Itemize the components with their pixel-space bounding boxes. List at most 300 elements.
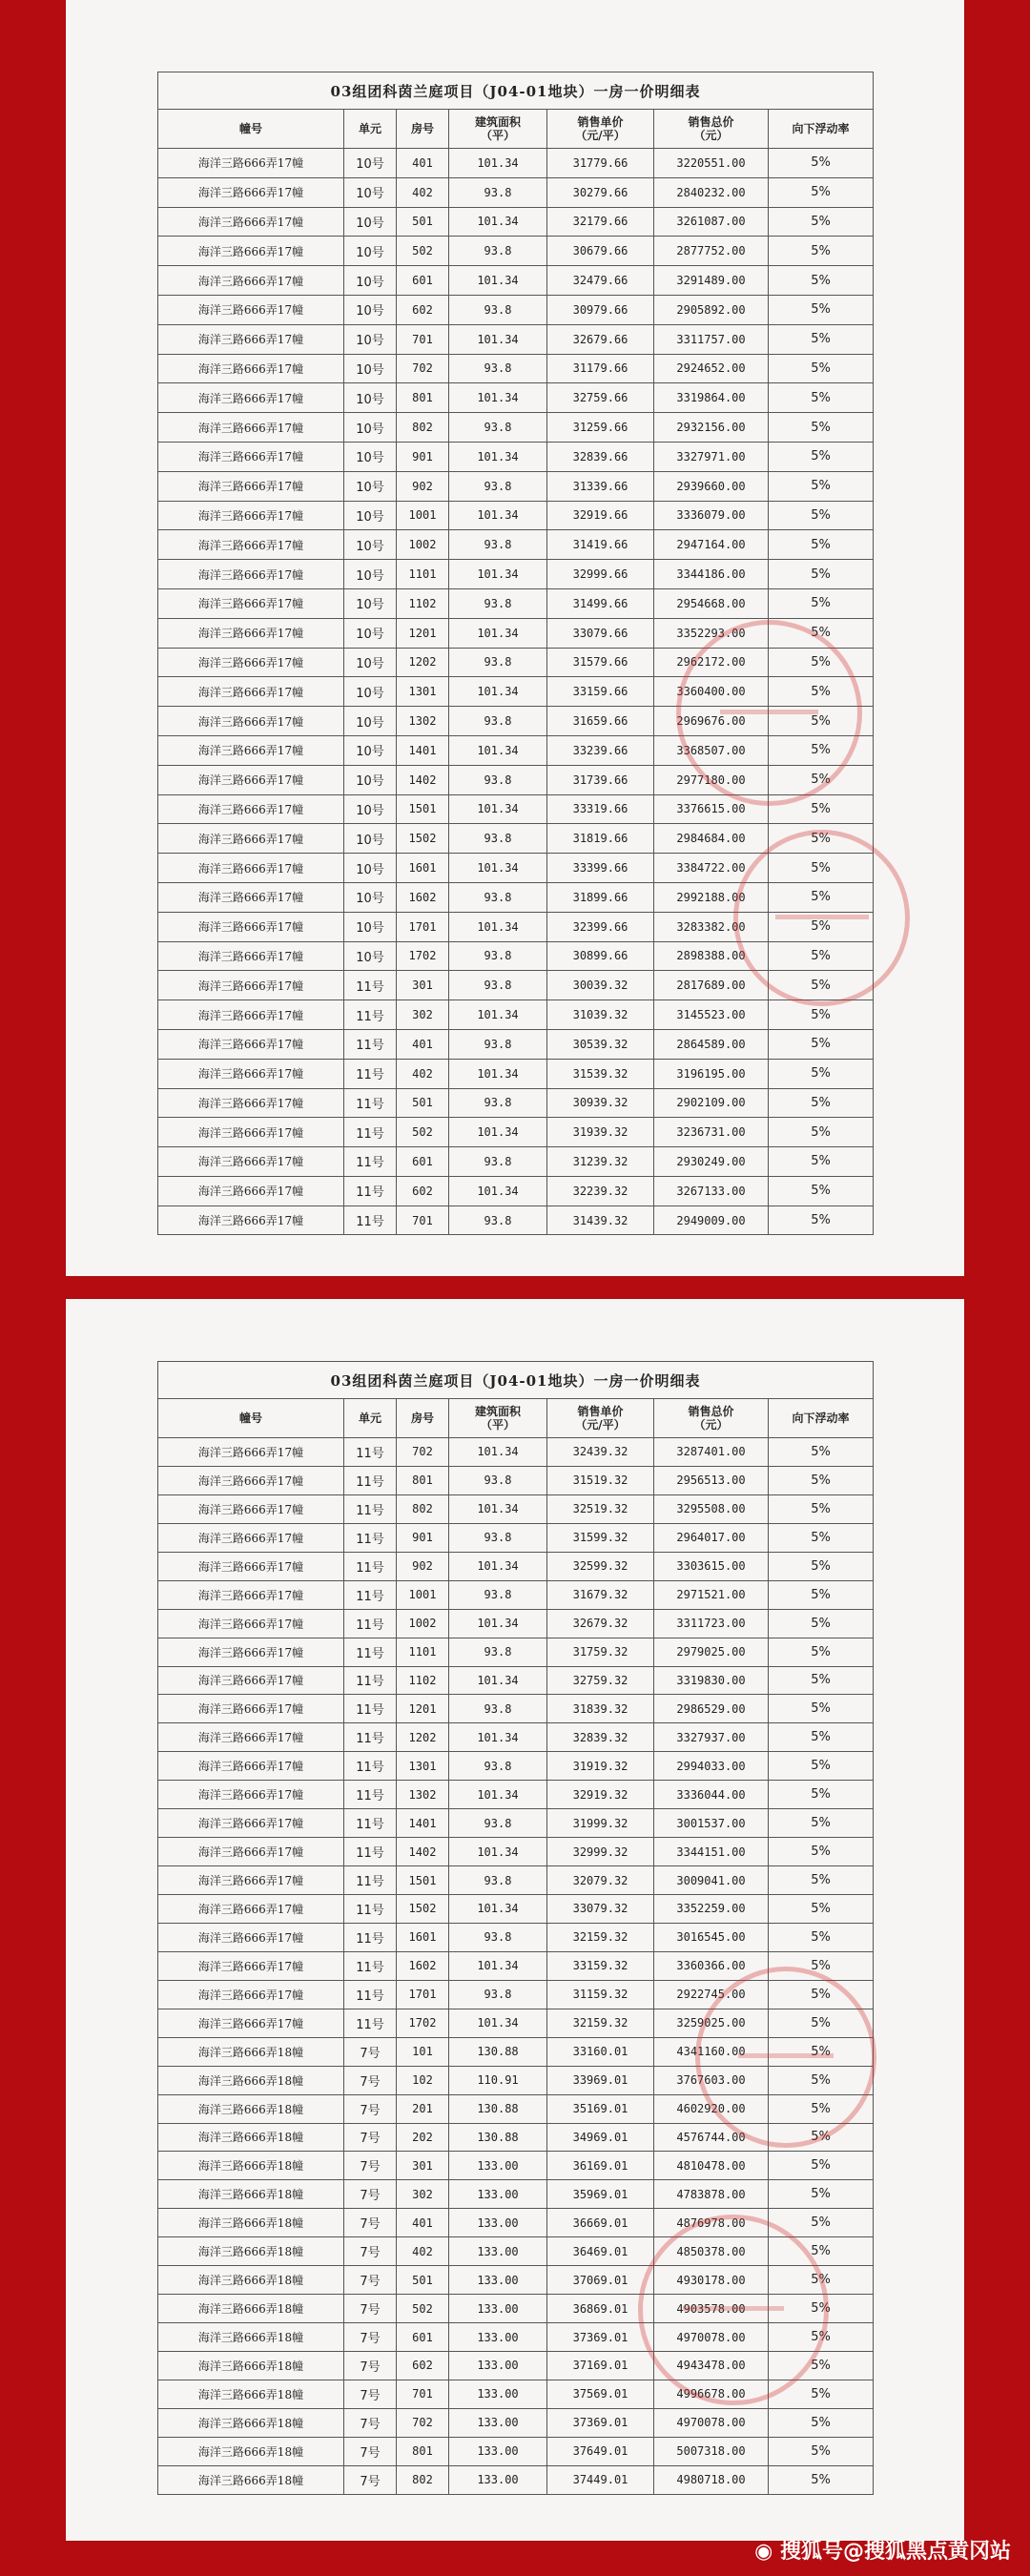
cell-unit: 10号: [344, 941, 397, 971]
cell-room: 1401: [397, 1809, 449, 1838]
cell-building: 海洋三路666弄17幢: [158, 1552, 344, 1580]
cell-area: 101.34: [449, 1951, 547, 1980]
cell-building: 海洋三路666弄17幢: [158, 912, 344, 941]
cell-unit-price: 30899.66: [547, 941, 654, 971]
cell-area: 93.8: [449, 177, 547, 207]
cell-area: 101.34: [449, 1059, 547, 1088]
cell-total-price: 4876978.00: [654, 2209, 769, 2237]
cell-total-price: 3360400.00: [654, 677, 769, 707]
cell-float-rate: 5%: [769, 1951, 874, 1980]
col-header-unit: 单元: [344, 1399, 397, 1438]
cell-area: 101.34: [449, 912, 547, 941]
cell-building: 海洋三路666弄18幢: [158, 2408, 344, 2437]
cell-unit-price: 32159.32: [547, 1923, 654, 1951]
cell-area: 93.8: [449, 1695, 547, 1723]
cell-total-price: 3767603.00: [654, 2066, 769, 2094]
table-row: [158, 2266, 874, 2295]
cell-float-rate: 5%: [769, 854, 874, 883]
cell-room: 401: [397, 149, 449, 178]
cell-unit-price: 31819.66: [547, 824, 654, 854]
cell-total-price: 2986529.00: [654, 1695, 769, 1723]
cell-total-price: 2864589.00: [654, 1029, 769, 1059]
cell-building: 海洋三路666弄17幢: [158, 854, 344, 883]
cell-unit: 10号: [344, 648, 397, 677]
cell-unit: 10号: [344, 794, 397, 824]
cell-float-rate: 5%: [769, 971, 874, 1000]
cell-room: 1202: [397, 648, 449, 677]
cell-float-rate: 5%: [769, 1752, 874, 1781]
cell-unit-price: 32599.32: [547, 1552, 654, 1580]
cell-total-price: 3009041.00: [654, 1866, 769, 1895]
cell-building: 海洋三路666弄17幢: [158, 560, 344, 589]
cell-total-price: 2932156.00: [654, 413, 769, 443]
cell-area: 93.8: [449, 1638, 547, 1666]
table-row: [158, 1059, 874, 1088]
cell-total-price: 4576744.00: [654, 2123, 769, 2152]
watermark-text: 搜狐号@搜狐黑点黄冈站: [779, 2540, 1011, 2564]
cell-float-rate: 5%: [769, 1000, 874, 1030]
col-header-total-price: 销售总价 （元）: [654, 1399, 769, 1438]
cell-building: 海洋三路666弄17幢: [158, 1951, 344, 1980]
cell-room: 801: [397, 1466, 449, 1494]
cell-unit: 11号: [344, 1866, 397, 1895]
price-list-page-1: [66, 0, 964, 1276]
cell-building: 海洋三路666弄17幢: [158, 735, 344, 765]
cell-unit-price: 31779.66: [547, 149, 654, 178]
cell-total-price: 2969676.00: [654, 707, 769, 736]
cell-float-rate: 5%: [769, 1666, 874, 1695]
cell-building: 海洋三路666弄17幢: [158, 177, 344, 207]
cell-float-rate: 5%: [769, 2237, 874, 2266]
cell-area: 133.00: [449, 2380, 547, 2408]
cell-total-price: 2947164.00: [654, 530, 769, 560]
cell-unit: 11号: [344, 1638, 397, 1666]
cell-unit-price: 31839.32: [547, 1695, 654, 1723]
col-header-building: 幢号: [158, 110, 344, 149]
cell-float-rate: 5%: [769, 177, 874, 207]
table-row: [158, 383, 874, 413]
cell-area: 101.34: [449, 149, 547, 178]
cell-float-rate: 5%: [769, 149, 874, 178]
cell-unit: 11号: [344, 1895, 397, 1924]
cell-building: 海洋三路666弄18幢: [158, 2066, 344, 2094]
cell-area: 130.88: [449, 2037, 547, 2066]
cell-unit-price: 37369.01: [547, 2408, 654, 2437]
table-row: [158, 941, 874, 971]
cell-area: 101.34: [449, 1176, 547, 1206]
cell-unit: 10号: [344, 677, 397, 707]
cell-room: 502: [397, 2295, 449, 2323]
table-row: [158, 2352, 874, 2380]
table-row: [158, 1609, 874, 1638]
cell-area: 93.8: [449, 882, 547, 912]
table-row: [158, 295, 874, 324]
cell-float-rate: 5%: [769, 1206, 874, 1235]
table-row: [158, 707, 874, 736]
cell-building: 海洋三路666弄17幢: [158, 1059, 344, 1088]
cell-unit-price: 33239.66: [547, 735, 654, 765]
cell-building: 海洋三路666弄17幢: [158, 354, 344, 383]
table-row: [158, 237, 874, 266]
cell-area: 130.88: [449, 2123, 547, 2152]
table-row: [158, 1866, 874, 1895]
cell-room: 602: [397, 2352, 449, 2380]
cell-float-rate: 5%: [769, 912, 874, 941]
cell-room: 802: [397, 2465, 449, 2494]
cell-unit-price: 36669.01: [547, 2209, 654, 2237]
cell-float-rate: 5%: [769, 1029, 874, 1059]
cell-unit-price: 33319.66: [547, 794, 654, 824]
cell-room: 901: [397, 442, 449, 471]
cell-area: 93.8: [449, 354, 547, 383]
cell-building: 海洋三路666弄17幢: [158, 149, 344, 178]
cell-area: 93.8: [449, 648, 547, 677]
cell-total-price: 2992188.00: [654, 882, 769, 912]
cell-room: 1501: [397, 1866, 449, 1895]
cell-building: 海洋三路666弄17幢: [158, 383, 344, 413]
cell-float-rate: 5%: [769, 765, 874, 794]
cell-unit-price: 32399.66: [547, 912, 654, 941]
cell-unit: 11号: [344, 1000, 397, 1030]
cell-area: 93.8: [449, 530, 547, 560]
cell-total-price: 4980718.00: [654, 2465, 769, 2494]
col-header-float-rate: 向下浮动率: [769, 110, 874, 149]
cell-unit-price: 31179.66: [547, 354, 654, 383]
cell-building: 海洋三路666弄17幢: [158, 1609, 344, 1638]
cell-building: 海洋三路666弄18幢: [158, 2323, 344, 2352]
cell-float-rate: 5%: [769, 383, 874, 413]
cell-area: 101.34: [449, 560, 547, 589]
cell-float-rate: 5%: [769, 1580, 874, 1609]
cell-building: 海洋三路666弄17幢: [158, 471, 344, 501]
cell-total-price: 2984684.00: [654, 824, 769, 854]
cell-total-price: 4903578.00: [654, 2295, 769, 2323]
cell-unit-price: 30279.66: [547, 177, 654, 207]
cell-room: 1702: [397, 941, 449, 971]
cell-room: 1102: [397, 588, 449, 618]
cell-building: 海洋三路666弄17幢: [158, 1923, 344, 1951]
cell-area: 130.88: [449, 2094, 547, 2123]
table-row: [158, 354, 874, 383]
cell-unit: 7号: [344, 2465, 397, 2494]
cell-unit-price: 32679.66: [547, 324, 654, 354]
cell-building: 海洋三路666弄18幢: [158, 2437, 344, 2465]
table-row: [158, 266, 874, 296]
table-row: [158, 1580, 874, 1609]
cell-room: 1502: [397, 824, 449, 854]
table-row: [158, 2180, 874, 2209]
cell-building: 海洋三路666弄17幢: [158, 1638, 344, 1666]
cell-area: 93.8: [449, 588, 547, 618]
cell-float-rate: 5%: [769, 413, 874, 443]
cell-total-price: 2922745.00: [654, 1980, 769, 2009]
cell-total-price: 3295508.00: [654, 1494, 769, 1523]
col-header-room: 房号: [397, 1399, 449, 1438]
cell-building: 海洋三路666弄17幢: [158, 618, 344, 648]
cell-area: 101.34: [449, 1723, 547, 1752]
cell-unit: 10号: [344, 324, 397, 354]
table-row: [158, 501, 874, 530]
cell-room: 402: [397, 2237, 449, 2266]
cell-area: 93.8: [449, 1206, 547, 1235]
cell-unit-price: 31899.66: [547, 882, 654, 912]
cell-float-rate: 5%: [769, 2180, 874, 2209]
cell-float-rate: 5%: [769, 1638, 874, 1666]
cell-unit: 11号: [344, 1580, 397, 1609]
cell-unit: 11号: [344, 1147, 397, 1177]
cell-building: 海洋三路666弄17幢: [158, 1980, 344, 2009]
cell-float-rate: 5%: [769, 2209, 874, 2237]
cell-float-rate: 5%: [769, 354, 874, 383]
cell-area: 101.34: [449, 442, 547, 471]
cell-room: 202: [397, 2123, 449, 2152]
cell-total-price: 4810478.00: [654, 2152, 769, 2180]
cell-total-price: 3319864.00: [654, 383, 769, 413]
cell-float-rate: 5%: [769, 1923, 874, 1951]
cell-room: 701: [397, 324, 449, 354]
cell-total-price: 3283382.00: [654, 912, 769, 941]
cell-unit: 11号: [344, 1466, 397, 1494]
cell-area: 101.34: [449, 1118, 547, 1147]
table-row: [158, 1523, 874, 1552]
cell-unit-price: 32239.32: [547, 1176, 654, 1206]
cell-building: 海洋三路666弄17幢: [158, 1118, 344, 1147]
cell-float-rate: 5%: [769, 2437, 874, 2465]
cell-float-rate: 5%: [769, 707, 874, 736]
table-row: [158, 854, 874, 883]
cell-unit-price: 33969.01: [547, 2066, 654, 2094]
cell-area: 133.00: [449, 2295, 547, 2323]
cell-area: 133.00: [449, 2437, 547, 2465]
table-row: [158, 2037, 874, 2066]
cell-unit-price: 33079.32: [547, 1895, 654, 1924]
cell-unit-price: 30939.32: [547, 1088, 654, 1118]
table-row: [158, 2237, 874, 2266]
cell-unit: 10号: [344, 824, 397, 854]
cell-area: 93.8: [449, 1466, 547, 1494]
table-row: [158, 1466, 874, 1494]
table-row: [158, 677, 874, 707]
cell-unit: 11号: [344, 1118, 397, 1147]
cell-room: 1601: [397, 854, 449, 883]
table-row: [158, 2009, 874, 2037]
cell-area: 93.8: [449, 237, 547, 266]
col-header-area: 建筑面积 （平）: [449, 1399, 547, 1438]
table-row: [158, 2380, 874, 2408]
cell-room: 702: [397, 2408, 449, 2437]
cell-room: 1002: [397, 1609, 449, 1638]
cell-total-price: 3267133.00: [654, 1176, 769, 1206]
cell-building: 海洋三路666弄18幢: [158, 2380, 344, 2408]
cell-area: 93.8: [449, 1147, 547, 1177]
table-row: [158, 1438, 874, 1467]
cell-unit-price: 31419.66: [547, 530, 654, 560]
table-row: [158, 618, 874, 648]
cell-room: 1001: [397, 501, 449, 530]
cell-building: 海洋三路666弄17幢: [158, 2009, 344, 2037]
cell-unit: 10号: [344, 501, 397, 530]
cell-unit: 11号: [344, 1438, 397, 1467]
cell-unit: 11号: [344, 1552, 397, 1580]
cell-unit: 10号: [344, 295, 397, 324]
cell-float-rate: 5%: [769, 1147, 874, 1177]
cell-unit: 10号: [344, 735, 397, 765]
cell-unit-price: 36169.01: [547, 2152, 654, 2180]
cell-total-price: 2994033.00: [654, 1752, 769, 1781]
cell-area: 93.8: [449, 707, 547, 736]
table-row: [158, 971, 874, 1000]
cell-area: 101.34: [449, 677, 547, 707]
cell-area: 101.34: [449, 1494, 547, 1523]
cell-unit-price: 32439.32: [547, 1438, 654, 1467]
cell-unit-price: 32839.66: [547, 442, 654, 471]
cell-float-rate: 5%: [769, 1552, 874, 1580]
cell-area: 101.34: [449, 266, 547, 296]
cell-unit: 11号: [344, 1029, 397, 1059]
table-row: [158, 2066, 874, 2094]
cell-room: 1201: [397, 618, 449, 648]
table-row: [158, 824, 874, 854]
cell-unit-price: 31599.32: [547, 1523, 654, 1552]
table-row: [158, 1088, 874, 1118]
cell-room: 1602: [397, 882, 449, 912]
cell-float-rate: 5%: [769, 677, 874, 707]
cell-float-rate: 5%: [769, 941, 874, 971]
cell-area: 101.34: [449, 207, 547, 237]
cell-unit-price: 37649.01: [547, 2437, 654, 2465]
table-row: [158, 765, 874, 794]
table-row: [158, 1638, 874, 1666]
cell-building: 海洋三路666弄17幢: [158, 1494, 344, 1523]
cell-area: 133.00: [449, 2323, 547, 2352]
cell-unit: 10号: [344, 471, 397, 501]
col-header-float-rate: 向下浮动率: [769, 1399, 874, 1438]
cell-area: 101.34: [449, 854, 547, 883]
table-row: [158, 735, 874, 765]
cell-total-price: 2977180.00: [654, 765, 769, 794]
cell-room: 702: [397, 354, 449, 383]
cell-total-price: 2949009.00: [654, 1206, 769, 1235]
cell-total-price: 3368507.00: [654, 735, 769, 765]
cell-area: 133.00: [449, 2152, 547, 2180]
cell-building: 海洋三路666弄17幢: [158, 1438, 344, 1467]
cell-building: 海洋三路666弄17幢: [158, 1866, 344, 1895]
cell-unit-price: 30979.66: [547, 295, 654, 324]
cell-room: 502: [397, 237, 449, 266]
cell-room: 1202: [397, 1723, 449, 1752]
cell-total-price: 3319830.00: [654, 1666, 769, 1695]
cell-area: 93.8: [449, 1923, 547, 1951]
table-row: [158, 1000, 874, 1030]
cell-building: 海洋三路666弄18幢: [158, 2295, 344, 2323]
cell-area: 93.8: [449, 1088, 547, 1118]
cell-unit: 7号: [344, 2066, 397, 2094]
cell-area: 101.34: [449, 1781, 547, 1809]
cell-room: 802: [397, 1494, 449, 1523]
cell-float-rate: 5%: [769, 1723, 874, 1752]
col-header-unit: 单元: [344, 110, 397, 149]
cell-float-rate: 5%: [769, 1523, 874, 1552]
cell-total-price: 4970078.00: [654, 2408, 769, 2437]
cell-building: 海洋三路666弄17幢: [158, 1781, 344, 1809]
cell-unit: 10号: [344, 413, 397, 443]
cell-unit: 7号: [344, 2266, 397, 2295]
cell-room: 1302: [397, 1781, 449, 1809]
cell-total-price: 3352293.00: [654, 618, 769, 648]
cell-unit: 10号: [344, 383, 397, 413]
cell-unit: 10号: [344, 765, 397, 794]
cell-unit: 11号: [344, 1838, 397, 1866]
cell-float-rate: 5%: [769, 1980, 874, 2009]
cell-building: 海洋三路666弄17幢: [158, 1666, 344, 1695]
cell-room: 201: [397, 2094, 449, 2123]
cell-room: 1701: [397, 912, 449, 941]
cell-building: 海洋三路666弄18幢: [158, 2180, 344, 2209]
cell-unit-price: 32839.32: [547, 1723, 654, 1752]
cell-unit: 11号: [344, 2009, 397, 2037]
cell-building: 海洋三路666弄17幢: [158, 501, 344, 530]
cell-unit: 11号: [344, 1523, 397, 1552]
table-row: [158, 2323, 874, 2352]
cell-area: 101.34: [449, 735, 547, 765]
cell-unit-price: 31499.66: [547, 588, 654, 618]
cell-float-rate: 5%: [769, 2295, 874, 2323]
cell-building: 海洋三路666弄17幢: [158, 1147, 344, 1177]
cell-total-price: 3220551.00: [654, 149, 769, 178]
cell-building: 海洋三路666弄17幢: [158, 1723, 344, 1752]
table-row: [158, 1838, 874, 1866]
cell-total-price: 2898388.00: [654, 941, 769, 971]
cell-area: 101.34: [449, 1895, 547, 1924]
cell-unit-price: 30039.32: [547, 971, 654, 1000]
cell-float-rate: 5%: [769, 1118, 874, 1147]
cell-unit: 11号: [344, 1695, 397, 1723]
cell-building: 海洋三路666弄18幢: [158, 2209, 344, 2237]
cell-unit: 7号: [344, 2037, 397, 2066]
cell-building: 海洋三路666弄17幢: [158, 794, 344, 824]
cell-total-price: 3376615.00: [654, 794, 769, 824]
table-row: [158, 1695, 874, 1723]
cell-area: 101.34: [449, 501, 547, 530]
cell-total-price: 4783878.00: [654, 2180, 769, 2209]
cell-unit-price: 32679.32: [547, 1609, 654, 1638]
cell-area: 93.8: [449, 971, 547, 1000]
cell-unit-price: 32159.32: [547, 2009, 654, 2037]
cell-building: 海洋三路666弄17幢: [158, 588, 344, 618]
cell-unit-price: 32919.32: [547, 1781, 654, 1809]
cell-unit: 7号: [344, 2437, 397, 2465]
cell-room: 402: [397, 1059, 449, 1088]
cell-unit-price: 37069.01: [547, 2266, 654, 2295]
cell-room: 902: [397, 471, 449, 501]
table-row: [158, 2295, 874, 2323]
cell-total-price: 3196195.00: [654, 1059, 769, 1088]
cell-area: 101.34: [449, 1000, 547, 1030]
cell-unit: 7号: [344, 2152, 397, 2180]
cell-building: 海洋三路666弄17幢: [158, 1466, 344, 1494]
cell-area: 133.00: [449, 2237, 547, 2266]
cell-float-rate: 5%: [769, 1781, 874, 1809]
cell-total-price: 3311723.00: [654, 1609, 769, 1638]
cell-room: 1602: [397, 1951, 449, 1980]
cell-total-price: 4341160.00: [654, 2037, 769, 2066]
cell-total-price: 2877752.00: [654, 237, 769, 266]
cell-total-price: 2939660.00: [654, 471, 769, 501]
cell-unit-price: 37169.01: [547, 2352, 654, 2380]
cell-unit: 7号: [344, 2123, 397, 2152]
cell-unit: 10号: [344, 854, 397, 883]
table-row: [158, 177, 874, 207]
